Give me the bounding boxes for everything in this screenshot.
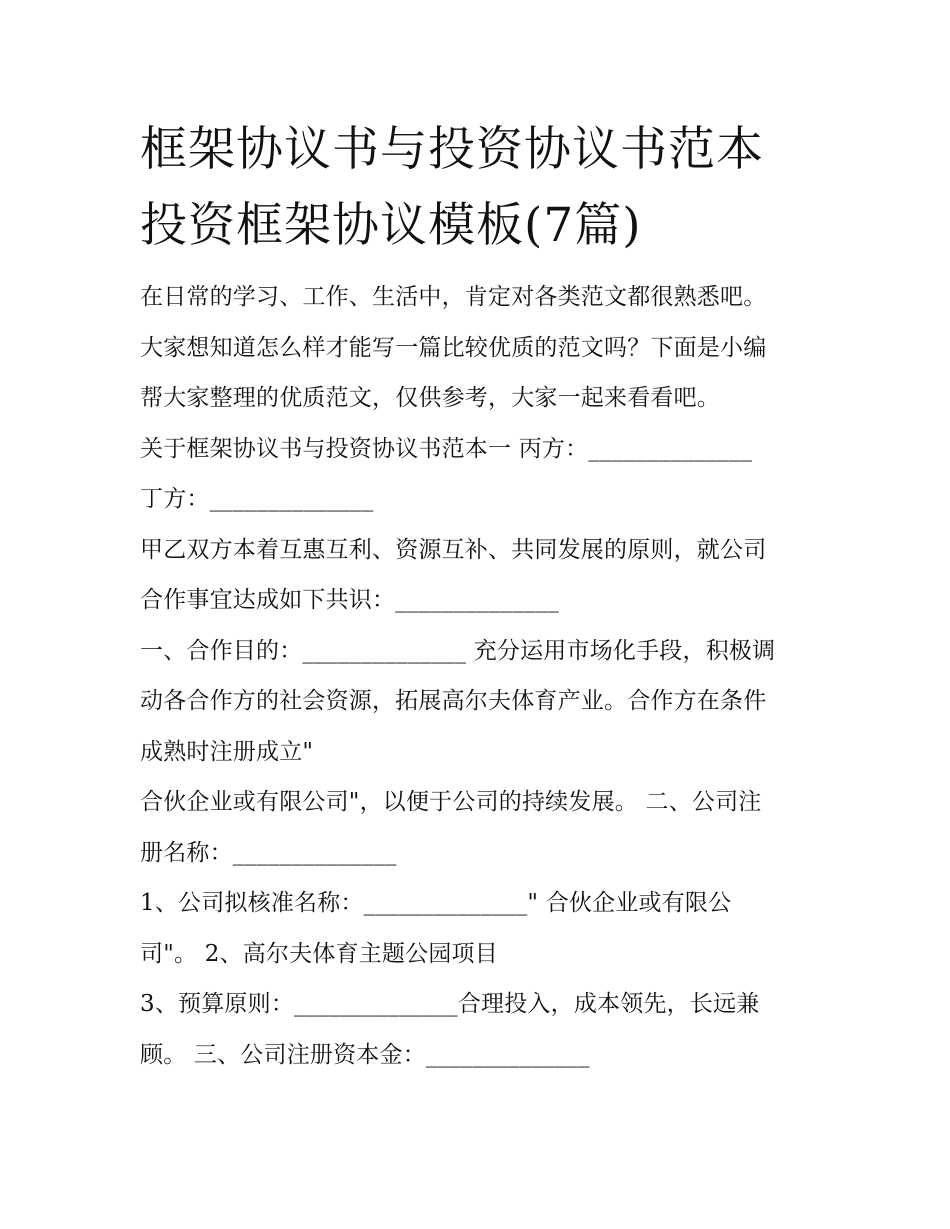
body-line-principle-2: 合作事宜达成如下共识：______________	[140, 587, 559, 613]
body-line-approved-name-2: 司"。 2、高尔夫体育主题公园项目	[140, 940, 498, 967]
body-line-company-name-2: 册名称：______________	[140, 839, 397, 866]
body-line-budget-1: 3、预算原则：______________合理投入，成本领先，长远兼	[140, 991, 760, 1017]
body-line-party-c: 关于框架协议书与投资协议书范本一 丙方：______________	[140, 435, 753, 462]
body-line-intro-1: 在日常的学习、工作、生活中，肯定对各类范文都很熟悉吧。	[140, 284, 767, 310]
title-line: 框架协议书与投资协议书范本	[140, 122, 764, 177]
body-line-intro-2: 大家想知道怎么样才能写一篇比较优质的范文吗？下面是小编	[140, 334, 767, 361]
body-line-approved-name-1: 1、公司拟核准名称：______________" 合伙企业或有限公	[140, 890, 732, 916]
body-line-budget-2: 顾。 三、公司注册资本金：______________	[140, 1041, 590, 1068]
body-line-purpose-1: 一、合作目的：______________ 充分运用市场化手段，积极调	[140, 637, 776, 664]
body-line-party-d: 丁方：______________	[140, 486, 374, 512]
document-content	[140, 112, 820, 1080]
body-line-principle-1: 甲乙双方本着互惠互利、资源互补、共同发展的原则，就公司	[140, 536, 767, 563]
title-line: 投资框架协议模板(7篇)	[140, 198, 642, 253]
body-line-company-name-1: 合伙企业或有限公司"，以便于公司的持续发展。 二、公司注	[140, 789, 762, 815]
body-line-purpose-2: 动各合作方的社会资源，拓展高尔夫体育产业。合作方在条件	[140, 688, 767, 714]
body-line-purpose-3: 成熟时注册成立"	[140, 738, 314, 765]
document-title	[140, 112, 820, 264]
body-line-intro-3: 帮大家整理的优质范文，仅供参考，大家一起来看看吧。	[140, 385, 720, 411]
document-body	[140, 272, 820, 1080]
